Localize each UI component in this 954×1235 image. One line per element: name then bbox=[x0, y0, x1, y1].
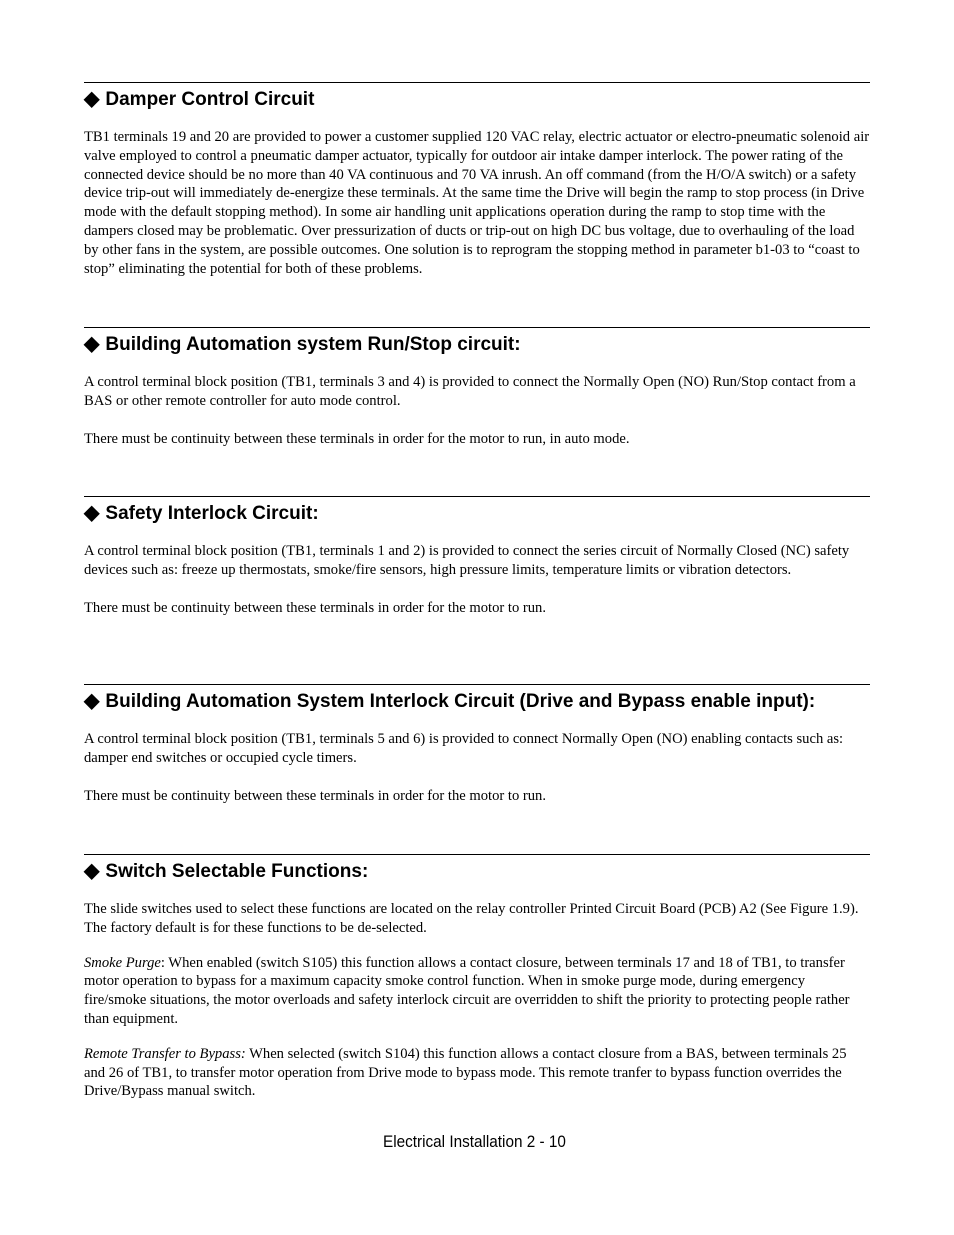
paragraph: There must be continuity between these terminals in order for the motor to run. bbox=[84, 599, 547, 616]
section-switch-selectable bbox=[84, 854, 870, 1101]
paragraph: A control terminal block position (TB1, terminals 3 and 4) is provided to connect the Normally Open (NO) Run/Stop contact from a BAS or other remote controller for auto mode control. bbox=[84, 374, 856, 409]
diamond-bullet-icon: ◆ bbox=[84, 860, 100, 882]
section-heading-text: Damper Control Circuit bbox=[105, 89, 315, 110]
paragraph: A control terminal block position (TB1, terminals 1 and 2) is provided to connect the series circuit of Normally Closed (NC) safety devices such as: freeze up thermostats, smoke/fire sensors, high pressure limits, temperature limits or vibration detectors. bbox=[84, 543, 850, 578]
section-heading bbox=[84, 860, 870, 883]
section-divider bbox=[84, 854, 870, 855]
section-heading-text: Building Automation system Run/Stop circuit: bbox=[105, 334, 521, 355]
diamond-bullet-icon: ◆ bbox=[84, 88, 100, 110]
section-heading bbox=[84, 690, 870, 713]
remote-transfer-paragraph bbox=[84, 1045, 870, 1101]
section-heading bbox=[84, 88, 870, 111]
paragraph: TB1 terminals 19 and 20 are provided to power a customer supplied 120 VAC relay, electric actuator or electro-pneumatic solenoid air valve employed to control a pneumatic damper actuator, typically for outdoor air intake damper interlock. The power rating of the connected device should be no more than 40 VA continuous and 70 VA inrush. An off command (from the H/O/A switch) or a safety device trip-out will immediately de-energize these terminals. At the same time the Drive will begin the ramp to stop process (in Drive mode with the default stopping method). In some air handling unit applications operation during the ramp to stop time with the dampers closed may be problematic. Over pressurization of ducts or trip-out on high DC bus voltage, due to overhauling of the load by other fans in the system, are possible outcomes. One solution is to reprogram the stopping method in parameter b1-03 to “coast to stop” eliminating the potential for both of these problems. bbox=[84, 129, 870, 277]
paragraph: The slide switches used to select these functions are located on the relay controller Printed Circuit Board (PCB) A2 (See Figure 1.9). The factory default is for these functions to be de-selected. bbox=[84, 901, 859, 936]
section-divider bbox=[84, 684, 870, 685]
section-divider bbox=[84, 327, 870, 328]
diamond-bullet-icon: ◆ bbox=[84, 333, 100, 355]
section-damper-control bbox=[84, 82, 870, 278]
section-heading bbox=[84, 333, 870, 356]
section-safety-interlock bbox=[84, 496, 870, 617]
diamond-bullet-icon: ◆ bbox=[84, 502, 100, 524]
section-bas-run-stop bbox=[84, 327, 870, 448]
remote-transfer-label: Remote Transfer to Bypass: bbox=[84, 1045, 246, 1062]
paragraph: There must be continuity between these terminals in order for the motor to run, in auto mode. bbox=[84, 430, 630, 447]
smoke-purge-text: : When enabled (switch S105) this function allows a contact closure, between terminals 17 and 18 of TB1, to transfer motor operation to bypass for a maximum capacity smoke control function. When in smoke purge mode, during emergency fire/smoke situations, the motor overloads and safety interlock circuit are overridden to shift the priority to protecting people rather than equipment. bbox=[84, 954, 850, 1027]
diamond-bullet-icon: ◆ bbox=[84, 690, 100, 712]
page-footer: Electrical Installation 2 - 10 bbox=[383, 1132, 566, 1151]
section-heading bbox=[84, 502, 870, 525]
paragraph: A control terminal block position (TB1, terminals 5 and 6) is provided to connect Normally Open (NO) enabling contacts such as: damper end switches or occupied cycle timers. bbox=[84, 731, 844, 766]
paragraph: There must be continuity between these terminals in order for the motor to run. bbox=[84, 787, 547, 804]
smoke-purge-label: Smoke Purge bbox=[84, 954, 161, 971]
smoke-purge-paragraph bbox=[84, 954, 870, 1029]
section-heading-text: Switch Selectable Functions: bbox=[105, 861, 369, 882]
section-divider bbox=[84, 82, 870, 83]
section-heading-text: Safety Interlock Circuit: bbox=[105, 503, 319, 524]
section-divider bbox=[84, 496, 870, 497]
remote-transfer-text: When selected (switch S104) this function allows a contact closure from a BAS, between terminals 25 and 26 of TB1, to transfer motor operation from Drive mode to bypass mode. This remote tranfer to bypass function overrides the Drive/Bypass manual switch. bbox=[84, 1045, 847, 1100]
section-heading-text: Building Automation System Interlock Circuit (Drive and Bypass enable input): bbox=[105, 691, 816, 712]
section-bas-interlock bbox=[84, 684, 870, 805]
